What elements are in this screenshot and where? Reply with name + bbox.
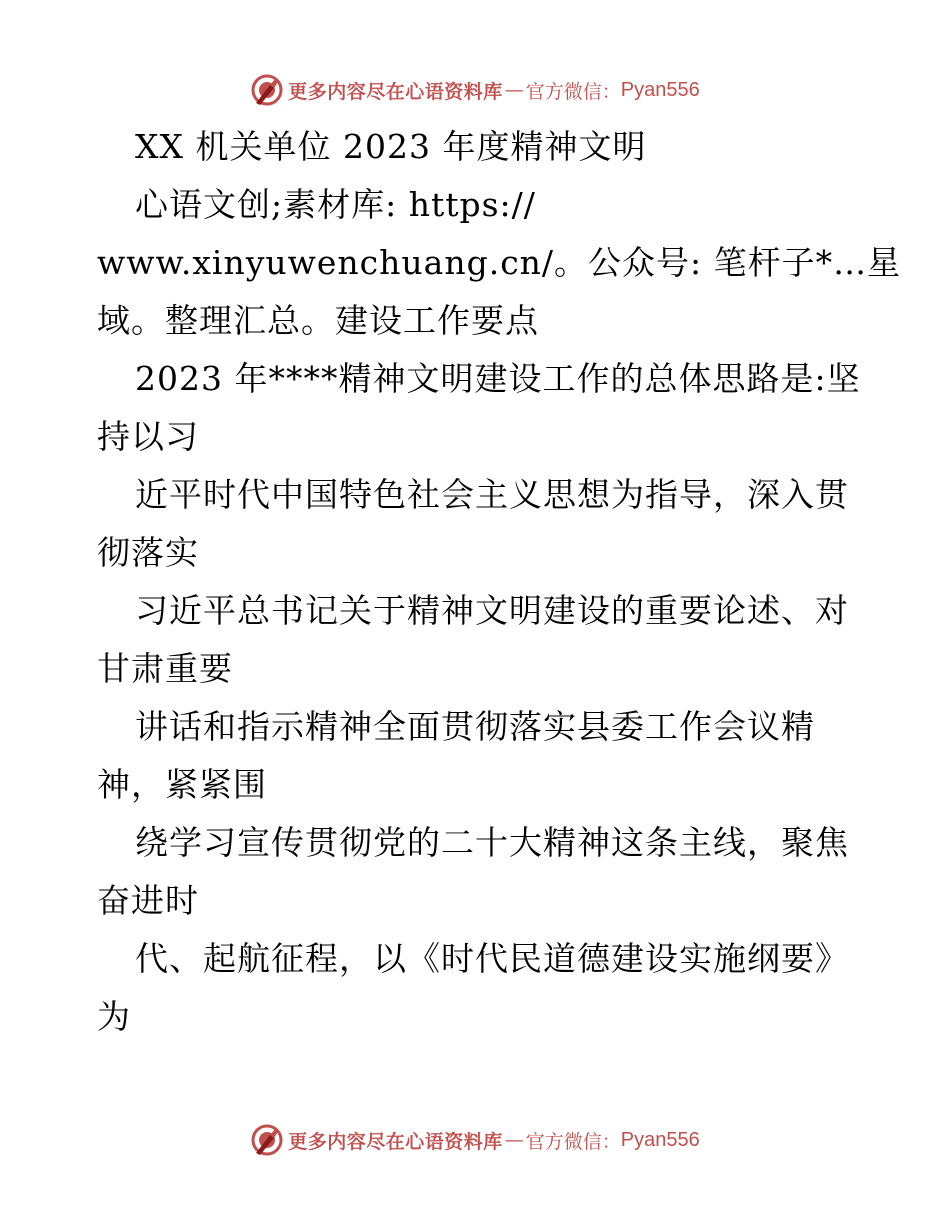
pen-logo-icon: [250, 1123, 284, 1157]
doc-line: 持以习: [97, 417, 199, 456]
doc-line: 讲话和指示精神全面贯彻落实县委工作会议精: [135, 707, 815, 746]
banner-wechat-label: 官方微信：: [525, 80, 621, 103]
header-banner: [0, 70, 950, 110]
doc-line: XX 机关单位 2023 年度精神文明: [135, 127, 647, 166]
document-body: [97, 118, 902, 1046]
doc-line: 域。整理汇总。建设工作要点: [97, 301, 539, 340]
doc-line: 心语文创;素材库: https://: [135, 185, 536, 224]
footer-banner: [0, 1120, 950, 1160]
doc-line: 甘肃重要: [97, 649, 233, 688]
banner-text: 更多内容尽在心语资料库: [288, 80, 503, 103]
doc-line: 彻落实: [97, 533, 199, 572]
banner-dash: —: [504, 79, 524, 101]
banner-text: 更多内容尽在心语资料库: [288, 1130, 503, 1153]
doc-line: 近平时代中国特色社会主义思想为指导，深入贯: [135, 475, 849, 514]
doc-line: 为: [97, 997, 131, 1036]
banner-wechat-label: 官方微信：: [525, 1130, 621, 1153]
doc-line: 神，紧紧围: [97, 765, 267, 804]
banner-wechat-id: Pyan556: [620, 78, 700, 101]
doc-line: 奋进时: [97, 881, 199, 920]
pen-logo-icon: [250, 73, 284, 107]
doc-line: 绕学习宣传贯彻党的二十大精神这条主线，聚焦: [135, 823, 849, 862]
doc-line: 代、起航征程，以《时代民道德建设实施纲要》: [135, 939, 849, 978]
doc-line: www.xinyuwenchuang.cn/。公众号: 笔杆子*…星: [97, 243, 902, 282]
doc-line: 习近平总书记关于精神文明建设的重要论述、对: [135, 591, 849, 630]
doc-line: 2023 年****精神文明建设工作的总体思路是:坚: [135, 359, 861, 398]
banner-wechat-id: Pyan556: [620, 1128, 700, 1151]
banner-dash: —: [504, 1129, 524, 1151]
